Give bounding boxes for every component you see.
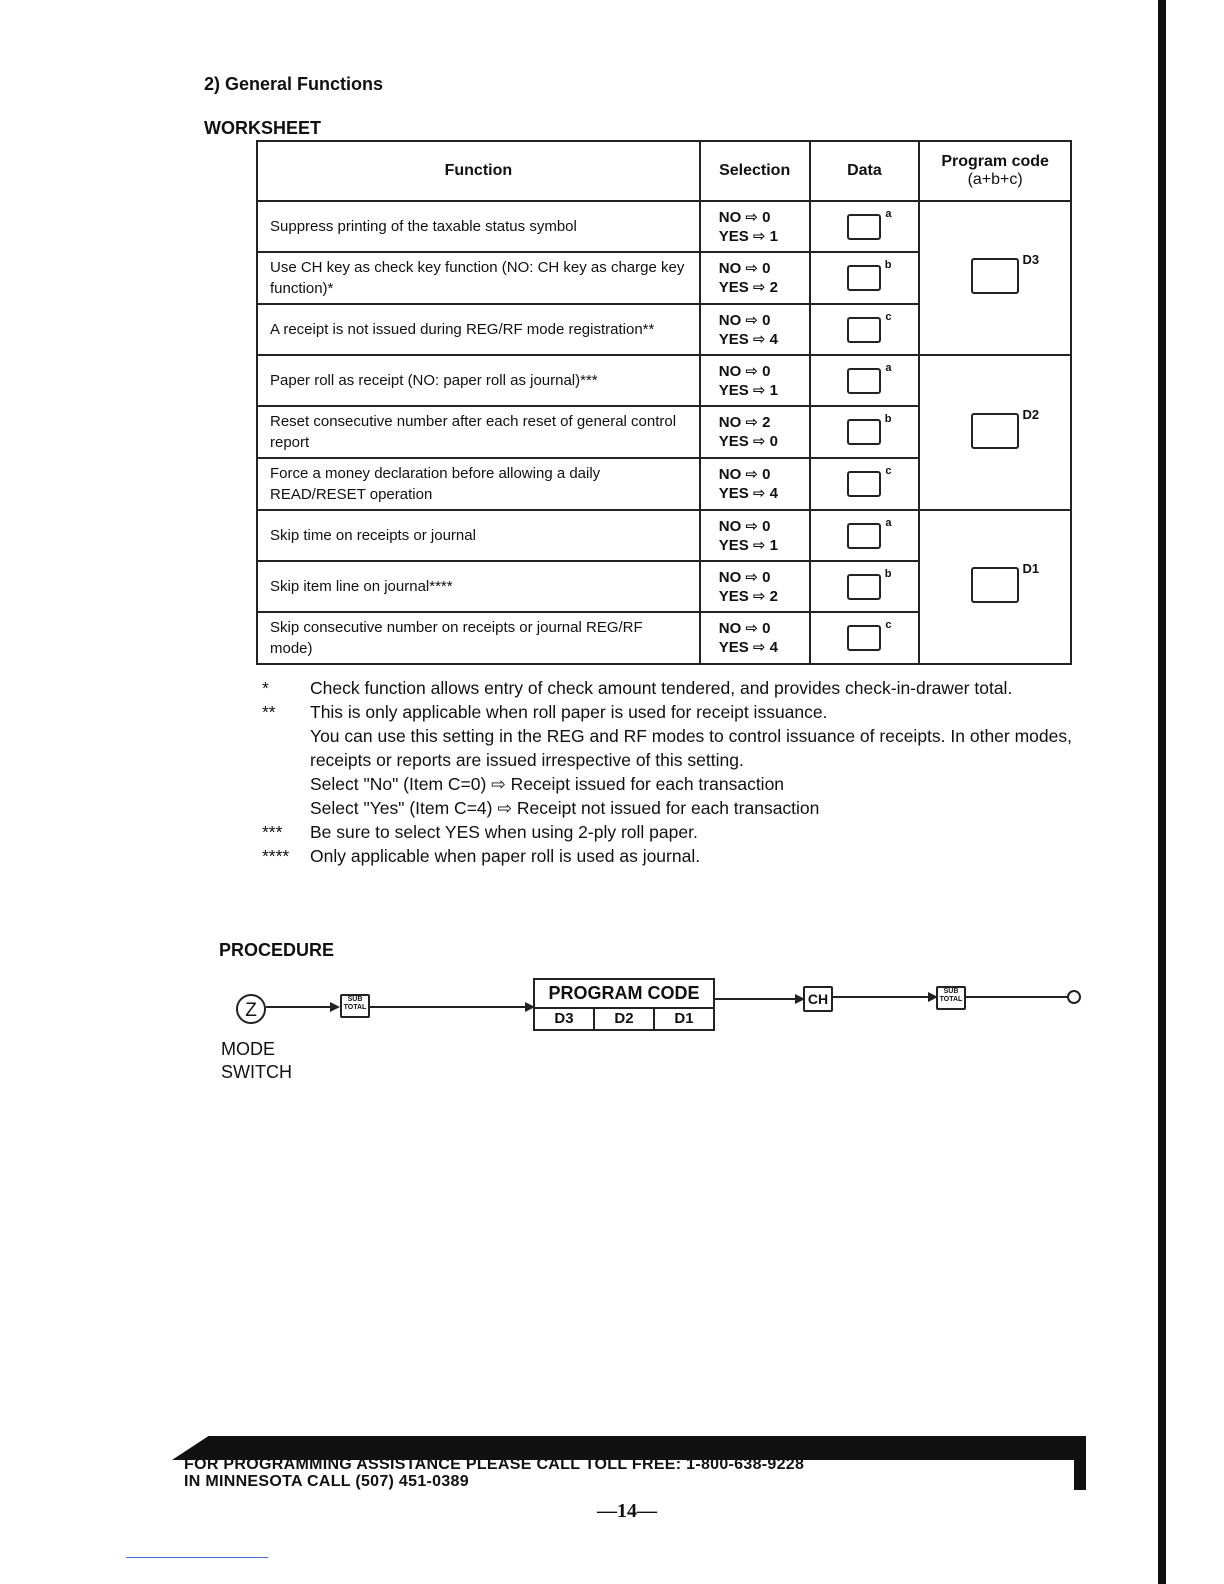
selection-yes: YES ⇨ 4	[718, 485, 779, 502]
footer-rule	[126, 1557, 268, 1558]
footnote-line: Only applicable when paper roll is used as journal.	[310, 846, 701, 866]
footnote-line: Select "No" (Item C=0) ⇨ Receipt issued for each transaction	[310, 774, 785, 794]
function-cell: Force a money declaration before allowing a daily READ/RESET operation	[257, 458, 700, 510]
header-function: Function	[257, 141, 700, 201]
selection-no: NO ⇨ 0	[718, 517, 771, 535]
program-code-tag: D2	[1022, 406, 1040, 422]
header-program-code-sub: (a+b+c)	[967, 171, 1023, 188]
flow-end-circle	[1068, 991, 1080, 1003]
data-box-tag: c	[885, 310, 892, 323]
data-box-tag: b	[884, 567, 892, 580]
function-cell: Use CH key as check key function (NO: CH key as charge key function)*	[257, 252, 700, 304]
selection-no: NO ⇨ 0	[718, 466, 771, 483]
subtotal-key-1-line2: TOTAL	[343, 1004, 367, 1011]
footnote-mark: ***	[262, 822, 283, 842]
program-code-tag: D3	[1022, 252, 1040, 267]
selection-yes: YES ⇨ 1	[718, 381, 779, 399]
program-code-cell-d2: D2	[595, 1009, 655, 1029]
selection-yes: YES ⇨ 4	[718, 639, 779, 656]
footnote-mark: ****	[262, 846, 290, 866]
function-cell: Skip consecutive number on receipts or journal REG/RF mode)	[257, 612, 700, 664]
procedure-label: PROCEDURE	[219, 940, 335, 960]
footnote-line: Be sure to select YES when using 2-ply roll paper.	[310, 822, 698, 842]
footer-text	[184, 1456, 804, 1490]
mode-label-line2: SWITCH	[221, 1062, 292, 1082]
subtotal-key-2-line2: TOTAL	[939, 996, 963, 1003]
footnote-mark: *	[262, 678, 269, 698]
mode-switch-z-key: Z	[245, 1000, 257, 1021]
footer-line2: IN MINNESOTA CALL (507) 451-0389	[184, 1473, 469, 1490]
program-code-cell-d1: D1	[674, 1010, 694, 1027]
selection-yes: YES ⇨ 1	[718, 536, 779, 554]
data-box-tag: a	[885, 516, 892, 529]
selection-yes: YES ⇨ 4	[718, 330, 779, 348]
footnote-line: This is only applicable when roll paper is used for receipt issuance.	[310, 702, 828, 722]
selection-yes: YES ⇨ 1	[718, 227, 779, 245]
footnote-line: Select "Yes" (Item C=4) ⇨ Receipt not issued for each transaction	[310, 798, 820, 818]
footnote-line: Check function allows entry of check amount tendered, and provides check-in-drawer total.	[310, 678, 1013, 698]
page-number: —14—	[597, 1500, 657, 1522]
footnote-mark: **	[262, 702, 276, 722]
header-selection: Selection	[700, 141, 810, 201]
selection-no: NO ⇨ 0	[718, 568, 771, 586]
ch-key: CH	[803, 986, 833, 1012]
selection-no: NO ⇨ 0	[718, 311, 771, 329]
subtotal-key-1	[340, 994, 370, 1018]
data-box-tag: c	[885, 465, 892, 477]
footnote-line: You can use this setting in the REG and RF modes to control issuance of receipts. In other modes, receipts or reports are issued irrespective of this setting.	[310, 726, 1072, 770]
mode-switch-label	[221, 1038, 292, 1084]
data-box-tag: a	[885, 207, 892, 220]
selection-yes: YES ⇨ 2	[718, 279, 779, 296]
selection-no: NO ⇨ 2	[718, 414, 771, 431]
footer-bar-right	[1074, 1436, 1086, 1490]
function-cell: A receipt is not issued during REG/RF mode registration**	[257, 304, 700, 355]
data-box-tag: a	[885, 361, 892, 374]
selection-yes: YES ⇨ 2	[718, 587, 779, 605]
function-cell: Reset consecutive number after each reset of general control report	[257, 406, 700, 458]
header-program-code-label: Program code	[941, 153, 1049, 170]
function-cell: Suppress printing of the taxable status symbol	[257, 201, 700, 252]
program-code-box	[533, 978, 715, 1031]
subtotal-key-2-line1: SUB	[943, 988, 959, 995]
program-code-cell-d3: D3	[535, 1009, 595, 1029]
selection-yes: YES ⇨ 0	[718, 433, 779, 450]
footer-line1: FOR PROGRAMMING ASSISTANCE PLEASE CALL TOLL FREE: 1-800-638-9228	[184, 1456, 805, 1473]
data-box-tag: b	[884, 259, 892, 271]
program-code-title: PROGRAM CODE	[535, 980, 713, 1009]
data-box-tag: c	[885, 619, 892, 631]
data-box-tag: b	[884, 413, 892, 425]
function-cell: Skip item line on journal****	[257, 561, 700, 612]
selection-no: NO ⇨ 0	[718, 362, 771, 380]
subtotal-key-2	[936, 986, 966, 1010]
section-title: 2) General Functions	[204, 74, 384, 94]
selection-no: NO ⇨ 0	[718, 208, 771, 226]
worksheet-label: WORKSHEET	[204, 118, 321, 138]
mode-label-line1: MODE	[221, 1039, 275, 1059]
function-cell: Skip time on receipts or journal	[257, 510, 700, 561]
header-data: Data	[810, 141, 920, 201]
subtotal-key-1-line1: SUB	[347, 996, 363, 1003]
selection-no: NO ⇨ 0	[718, 620, 771, 637]
program-code-tag: D1	[1022, 561, 1040, 576]
flow-arrow-1	[330, 1002, 340, 1012]
selection-no: NO ⇨ 0	[718, 260, 771, 277]
function-cell: Paper roll as receipt (NO: paper roll as journal)***	[257, 355, 700, 406]
